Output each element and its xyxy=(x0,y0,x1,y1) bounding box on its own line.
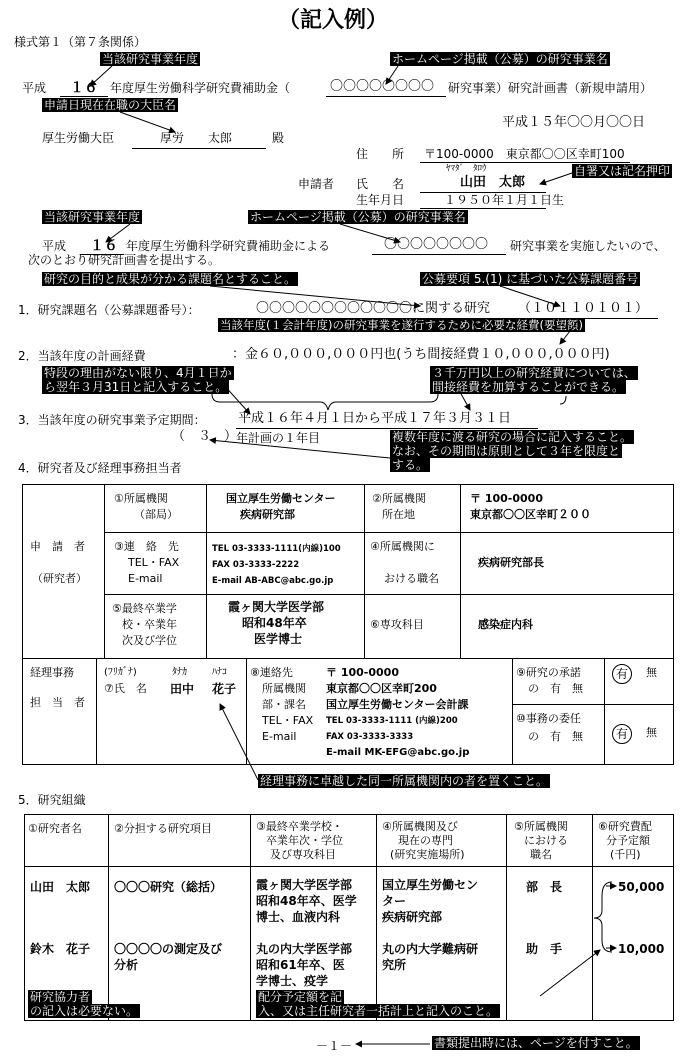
applicant-label-1: 申 請 者 xyxy=(30,540,85,553)
accounting-label-2: 担 当 者 xyxy=(30,696,85,709)
intro-line2: 次のとおり研究計画書を提出する。 xyxy=(28,253,221,267)
school-header-3: 次及び学位 xyxy=(122,634,177,647)
org-header-school-3: 及び専攻科目 xyxy=(270,848,336,861)
loc-value-2: 東京都〇〇区幸町２００ xyxy=(470,508,591,521)
acct-contact-1: ⑧連絡先 xyxy=(250,666,293,679)
affil-header-1: ①所属機関 xyxy=(114,492,168,505)
note-minister: 申請日現在在職の大臣名 xyxy=(44,98,177,112)
page-title: （記入例） xyxy=(278,8,389,33)
arrow-fiscal-year-2 xyxy=(106,224,130,242)
acct-contact-2: 所属機関 xyxy=(262,682,306,695)
acct-value-4: TEL 03-3333-1111 (内線)200 xyxy=(326,716,458,726)
s1-value: 〇〇〇〇〇〇〇〇〇〇〇〇に関する研究 xyxy=(256,301,491,316)
org-row1-amount: 50,000 xyxy=(618,880,665,894)
note-signature: 自署又は記名押印 xyxy=(574,164,671,178)
consent-yes-mark: 有 xyxy=(612,664,632,684)
note-allocation-2: 入、又は主任研究者一括計上と記入のこと。 xyxy=(258,1004,499,1018)
contact-value-3: E-mail AB-ABC@abc.go.jp xyxy=(212,576,334,586)
accounting-name-2: 花子 xyxy=(212,682,237,696)
birth-label: 生年月日 xyxy=(356,193,405,207)
contact-header-3: E-mail xyxy=(128,572,163,585)
org-row1-name: 山田 太郎 xyxy=(30,880,91,894)
minister-title: 厚生労働大臣 xyxy=(42,131,115,145)
s3-years-post: 年計画の１年目 xyxy=(236,431,321,445)
acct-contact-4: TEL・FAX xyxy=(262,714,314,727)
arrow-accounting xyxy=(220,704,258,780)
org-row2-item-1: 〇〇〇〇の測定及び xyxy=(114,942,223,956)
school-header-1: ⑤最終卒業学 xyxy=(112,602,177,615)
org-row1-affil-2: ター xyxy=(382,894,407,908)
s3-years: （ ３ ） xyxy=(172,429,238,444)
acct-value-5: FAX 03-3333-3333 xyxy=(326,732,414,742)
post-header-2: おける職名 xyxy=(384,572,439,585)
applicant-label-2: （研究者） xyxy=(32,572,87,585)
arrow-indirect xyxy=(460,392,470,410)
s1-code: （１０１１０１０１） xyxy=(518,301,649,316)
org-row2-school-2: 昭和61年卒、医 xyxy=(256,958,345,972)
affil-header-2: （部局） xyxy=(134,508,178,521)
dono: 殿 xyxy=(272,131,285,145)
s3-value: 平成１６年４月１日から平成１７年３月３１日 xyxy=(238,411,512,426)
acct-value-2: 東京都〇〇区幸町200 xyxy=(326,682,437,695)
school-value-2: 昭和48年卒 xyxy=(242,616,307,630)
note-indirect-1: ３千万円以上の研究経費については、 xyxy=(432,366,636,380)
minister-name: 厚労 太郎 xyxy=(160,131,233,145)
affil-value-2: 疾病研究部 xyxy=(240,508,295,521)
loc-header-1: ②所属機関 xyxy=(372,492,426,505)
header-year: １６ xyxy=(70,80,98,96)
org-header-school-2: 卒業年次・学位 xyxy=(266,834,343,847)
school-header-2: 校・卒業年 xyxy=(122,618,177,631)
org-header-affil-3: (研究実施場所) xyxy=(390,848,465,861)
loc-header-2: 所在地 xyxy=(382,508,415,521)
accounting-kana-label: (ﾌﾘｶﾞﾅ) xyxy=(104,667,137,678)
consent-label-2: の 有 無 xyxy=(528,682,583,695)
intro-prefix: 平成 xyxy=(42,239,67,253)
note-multi-year-1: 複数年度に渡る研究の場合に記入すること。 xyxy=(392,430,633,444)
note-fiscal-year: 当該研究事業年度 xyxy=(102,52,199,66)
note-hp-project-2: ホームページ掲載（公募）の研究事業名 xyxy=(250,210,466,224)
page-number: －１－ xyxy=(316,1039,353,1053)
s2-label: 2．当該年度の計画経費 xyxy=(18,349,146,363)
s5-label: 5．研究組織 xyxy=(18,793,86,807)
org-row1-affil-3: 疾病研究部 xyxy=(382,910,443,924)
arrow-multi-year xyxy=(210,440,390,458)
acct-value-3: 国立厚生労働センター会計課 xyxy=(326,698,469,711)
org-row1-school-2: 昭和48年卒、医学 xyxy=(256,894,357,908)
contact-header-1: ③連 絡 先 xyxy=(114,540,179,553)
entrust-yes-mark: 有 xyxy=(612,724,632,744)
note-allocation-1: 配分予定額を記 xyxy=(258,990,343,1004)
org-row1-school-3: 博士、血液内科 xyxy=(256,910,341,924)
note-accounting: 経理事務に卓越した同一所属機関内の者を置くこと。 xyxy=(260,774,549,788)
address-label: 住 所 xyxy=(356,147,405,161)
note-code: 公募要項 5.(1) に基づいた公募課題番号 xyxy=(422,272,639,286)
note-hp-project: ホームページ掲載（公募）の研究事業名 xyxy=(392,52,608,66)
furigana: ﾔﾏﾀﾞ ﾀﾛｳ xyxy=(446,164,487,174)
note-period-1: 特段の理由がない限り、4月１日か xyxy=(44,366,232,380)
org-header-title-3: 職名 xyxy=(530,848,552,861)
arrow-hp-project-2 xyxy=(340,224,400,242)
header-project: 〇〇〇〇〇〇〇〇 xyxy=(330,79,435,94)
accounting-name-label: ⑦氏 名 xyxy=(104,682,147,695)
accounting-kana-2: ﾊﾅｺ xyxy=(212,667,227,678)
school-value-3: 医学博士 xyxy=(254,632,303,646)
header-prefix: 平成 xyxy=(22,81,47,95)
name-label: 氏 名 xyxy=(356,177,405,191)
note-budget: 当該年度(１会計年度)の研究事業を遂行するために必要な経費(要望額) xyxy=(220,318,583,332)
arrow-signature xyxy=(540,172,575,184)
org-header-title-1: ⑤所属機関 xyxy=(514,820,568,833)
post-value: 疾病研究部長 xyxy=(478,556,544,569)
post-header-1: ④所属機関に xyxy=(370,540,435,553)
note-page: 書類提出時には、ページを付すこと。 xyxy=(434,1036,638,1050)
intro-year: １６ xyxy=(90,238,118,254)
note-title: 研究の目的と成果が分かる課題名とすること。 xyxy=(44,272,297,286)
org-row2-item-2: 分析 xyxy=(114,958,139,972)
org-row1-item: 〇〇〇研究（総括） xyxy=(114,880,223,894)
arrow-title xyxy=(210,286,420,306)
org-row2-affil-2: 究所 xyxy=(382,958,407,972)
org-header-school-1: ③最終卒業学校・ xyxy=(256,820,343,833)
org-header-amount-2: 分予定額 xyxy=(606,834,650,847)
header-date: 平成１５年〇〇月〇〇日 xyxy=(502,115,646,130)
note-multi-year-2: なお、その期間は原則として３年を限度と xyxy=(392,444,621,458)
arrow-code xyxy=(500,286,560,306)
intro-post: 研究事業を実施したいので、 xyxy=(510,239,666,253)
major-value: 感染症内科 xyxy=(478,618,533,631)
org-row1-title: 部 長 xyxy=(526,880,563,894)
org-header-name: ①研究者名 xyxy=(28,822,82,835)
entrust-label-2: の 有 無 xyxy=(528,730,583,743)
brace-amount xyxy=(594,882,612,952)
acct-value-1: 〒 100-0000 xyxy=(326,666,399,679)
accounting-name-1: 田中 xyxy=(170,682,195,696)
note-indirect-2: 間接経費を加算することができる。 xyxy=(432,380,625,394)
consent-label-1: ⑨研究の承諾 xyxy=(516,666,581,679)
accounting-kana-1: ﾀﾅｶ xyxy=(172,667,187,678)
org-header-title-2: における xyxy=(524,834,568,847)
acct-contact-3: 部・課名 xyxy=(262,698,306,711)
s1-label: 1．研究課題名（公募課題番号）： xyxy=(18,303,200,317)
consent-no: 無 xyxy=(646,666,657,679)
s2-value: ：金６０,０００,０００円也(うち間接経費１０,０００,０００円) xyxy=(232,347,610,362)
org-row2-name: 鈴木 花子 xyxy=(30,942,91,956)
org-row2-amount: 10,000 xyxy=(618,942,665,956)
contact-value-2: FAX 03-3333-2222 xyxy=(212,560,300,570)
org-header-affil-2: 現在の専門 xyxy=(398,834,453,847)
contact-value-1: TEL 03-3333-1111(内線)100 xyxy=(212,544,341,554)
org-row2-title: 助 手 xyxy=(526,942,563,956)
s3-label: 3．当該年度の研究事業予定期間： xyxy=(18,413,206,427)
header-mid: 年度厚生労働科学研究費補助金（ xyxy=(110,81,291,95)
major-header: ⑥専攻科目 xyxy=(370,618,424,631)
arrow-fiscal-year xyxy=(90,66,112,86)
contact-header-2: TEL・FAX xyxy=(128,556,180,569)
school-value-1: 霞ヶ関大学医学部 xyxy=(228,600,325,614)
brace-period xyxy=(212,394,438,410)
arrow-budget xyxy=(560,318,580,344)
note-period-2: ら翌年３月31日と記入すること。 xyxy=(44,380,228,394)
org-header-amount-3: (千円) xyxy=(610,848,641,861)
arrow-hp-project xyxy=(386,66,398,84)
header-post: 研究事業）研究計画書（新規申請用） xyxy=(448,81,653,95)
org-row1-affil-1: 国立厚生労働セン xyxy=(382,878,479,892)
note-collaborator-1: 研究協力者 xyxy=(30,990,91,1004)
s4-label: 4．研究者及び経理事務担当者 xyxy=(18,461,182,475)
loc-value-1: 〒 100-0000 xyxy=(470,492,543,505)
org-row2-affil-1: 丸の内大学難病研 xyxy=(382,942,479,956)
brace-indirect-end xyxy=(560,396,566,404)
intro-project: 〇〇〇〇〇〇〇〇 xyxy=(384,237,489,252)
form-label: 様式第１（第７条関係） xyxy=(14,35,147,49)
affil-value-1: 国立厚生労働センター xyxy=(226,492,336,505)
intro-mid: 年度厚生労働科学研究費補助金による xyxy=(126,239,331,253)
note-collaborator-2: の記入は必要ない。 xyxy=(30,1004,139,1018)
org-row2-school-1: 丸の内大学医学部 xyxy=(256,942,353,956)
org-row1-school-1: 霞ヶ関大学医学部 xyxy=(256,878,353,892)
acct-value-6: E-mail MK-EFG@abc.go.jp xyxy=(326,747,470,758)
org-row2-school-3: 学博士、疫学 xyxy=(256,974,329,988)
address-value: 〒100-0000 東京都〇〇区幸町100 xyxy=(424,147,625,161)
acct-contact-5: E-mail xyxy=(262,730,297,743)
arrow-period xyxy=(214,374,250,414)
name-value: 山田 太郎 xyxy=(460,175,526,190)
entrust-label-1: ⑩事務の委任 xyxy=(516,712,581,725)
note-fiscal-year-2: 当該研究事業年度 xyxy=(44,210,141,224)
arrow-minister xyxy=(120,112,175,132)
arrow-allocation xyxy=(540,950,600,996)
entrust-no: 無 xyxy=(646,726,657,739)
applicant-label: 申請者 xyxy=(298,177,335,191)
birth-value: １９５０年１月１日生 xyxy=(444,193,565,207)
org-header-affil-1: ④所属機関及び xyxy=(382,820,458,833)
org-header-item: ②分担する研究項目 xyxy=(114,822,212,835)
org-header-amount-1: ⑥研究費配 xyxy=(598,820,652,833)
accounting-label-1: 経理事務 xyxy=(30,666,74,679)
note-multi-year-3: する。 xyxy=(392,458,429,472)
